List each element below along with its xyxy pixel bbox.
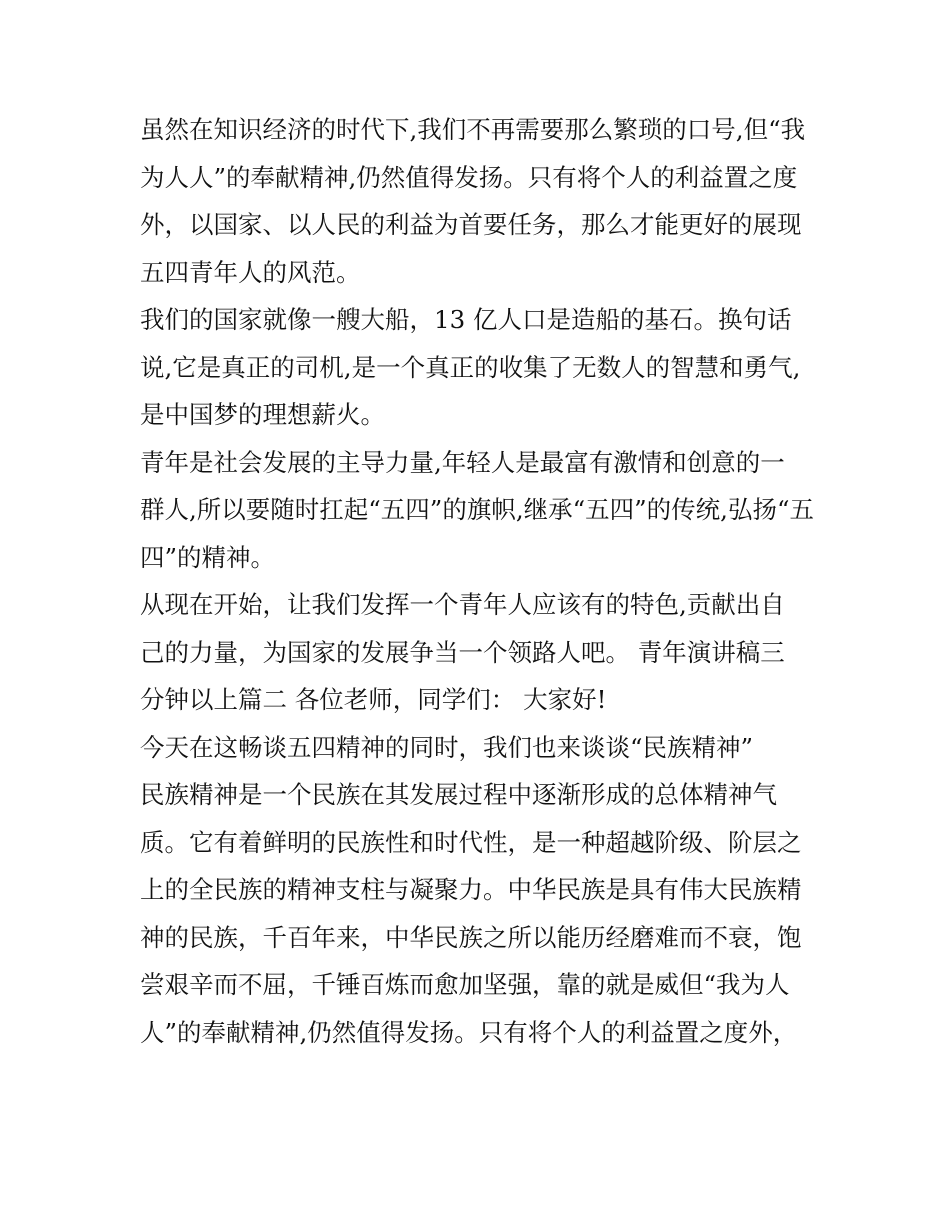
- text-line: 外，以国家、以人民的利益为首要任务，那么才能更好的展现: [140, 210, 802, 239]
- text-line: 说,它是真正的司机,是一个真正的收集了无数人的智慧和勇气,: [140, 352, 801, 382]
- text-line: 虽然在知识经济的时代下,我们不再需要那么繁琐的口号,但“我: [140, 115, 806, 144]
- text-line: 民族精神是一个民族在其发展过程中逐渐形成的总体精神气: [140, 780, 777, 809]
- text-line: 尝艰辛而不屈，千锤百炼而愈加坚强，靠的就是威但“我为人: [140, 970, 790, 999]
- text-line: 从现在开始，让我们发挥一个青年人应该有的特色,贡献出自: [140, 590, 785, 619]
- body-text: [140, 106, 820, 1056]
- text-line: 人”的奉献精神,仍然值得发扬。只有将个人的利益置之度外，: [140, 1017, 798, 1047]
- text-line: 质。它有着鲜明的民族性和时代性，是一种超越阶级、阶层之: [140, 827, 802, 857]
- text-line: 青年是社会发展的主导力量,年轻人是最富有激情和创意的一: [140, 447, 785, 477]
- text-line: 群人,所以要随时扛起“五四”的旗帜,继承“五四”的传统,弘扬“五: [140, 495, 814, 524]
- text-line: 分钟以上篇二 各位老师，同学们： 大家好!: [140, 685, 607, 714]
- text-line: 我们的国家就像一艘大船，13 亿人口是造船的基石。换句话: [140, 305, 792, 334]
- text-line: 四”的精神。: [140, 542, 276, 572]
- text-line: 神的民族，千百年来，中华民族之所以能历经磨难而不衰，饱: [140, 922, 802, 952]
- text-line: 己的力量，为国家的发展争当一个领路人吧。 青年演讲稿三: [140, 637, 785, 667]
- text-line: 今天在这畅谈五四精神的同时，我们也来谈谈“民族精神”: [140, 732, 754, 762]
- text-line: 五四青年人的风范。: [140, 257, 361, 287]
- text-line: 为人人”的奉献精神,仍然值得发扬。只有将个人的利益置之度: [140, 162, 798, 192]
- text-line: 是中国梦的理想薪火。: [140, 400, 385, 429]
- text-line: 上的全民族的精神支柱与凝聚力。中华民族是具有伟大民族精: [140, 875, 802, 904]
